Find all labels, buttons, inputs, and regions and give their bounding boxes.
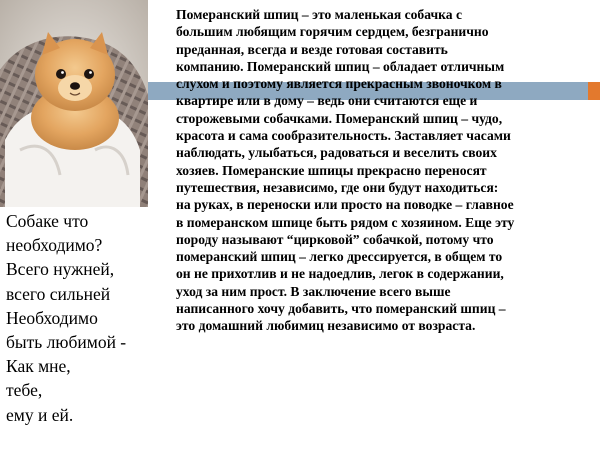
article-line: квартире или в дому – ведь они считаются еще и	[176, 93, 478, 109]
article-line: компанию. Померанский шпиц – обладает отличным	[176, 58, 505, 74]
poem-line: всего сильней	[6, 283, 111, 304]
puppy-photo	[0, 0, 148, 207]
poem	[6, 209, 156, 427]
article-line: наблюдать, улыбаться, радоваться и веселить своих	[176, 145, 497, 161]
poem-line: Необходимо	[6, 307, 98, 328]
article-line: померанский шпиц – легко дрессируется, в общем то	[176, 249, 503, 265]
poem-line: Всего нужней,	[6, 259, 115, 280]
article-line: породу называют “цирковой” собачкой, потому что	[176, 231, 494, 247]
article-line: уход за ним прост. В заключение всего выше	[176, 283, 451, 299]
article-line: в померанском шпице быть рядом с хозяином. Еще эту	[176, 214, 515, 230]
article-line: на руках, в переноски или просто на поводке – главное	[176, 197, 514, 213]
article-line: большим любящим горячим сердцем, безгранично	[176, 24, 489, 40]
article-line: хозяев. Померанские шпицы прекрасно переносят	[176, 162, 487, 178]
article-line: слухом и поэтому является прекрасным звоночком в	[176, 76, 502, 92]
article-line: преданная, всегда и везде готовая составить	[176, 41, 448, 57]
poem-line: Как мне,	[6, 356, 71, 377]
poem-line: ему и ей.	[6, 404, 74, 425]
poem-line: тебе,	[6, 380, 43, 401]
article-line: он не прихотлив и не надоедлив, легок в содержании,	[176, 266, 504, 282]
article-line: красота и сама сообразительность. Заставляет часами	[176, 128, 511, 144]
poem-line: Собаке что	[6, 211, 89, 231]
article-line: написанного хочу добавить, что померанский шпиц –	[176, 301, 506, 317]
article-line: путешествия, независимо, где они будут находиться:	[176, 179, 499, 195]
poem-line: быть любимой -	[6, 332, 127, 353]
poem-line: необходимо?	[6, 235, 103, 256]
article-paragraph	[176, 6, 596, 335]
article-line: это домашний любимиц независимо от возраста.	[176, 318, 476, 334]
article-line: сторожевыми собачками. Померанский шпиц – чудо,	[176, 110, 503, 126]
article-line: Померанский шпиц – это маленькая собачка с	[176, 7, 462, 22]
pomeranian-image	[0, 0, 148, 207]
